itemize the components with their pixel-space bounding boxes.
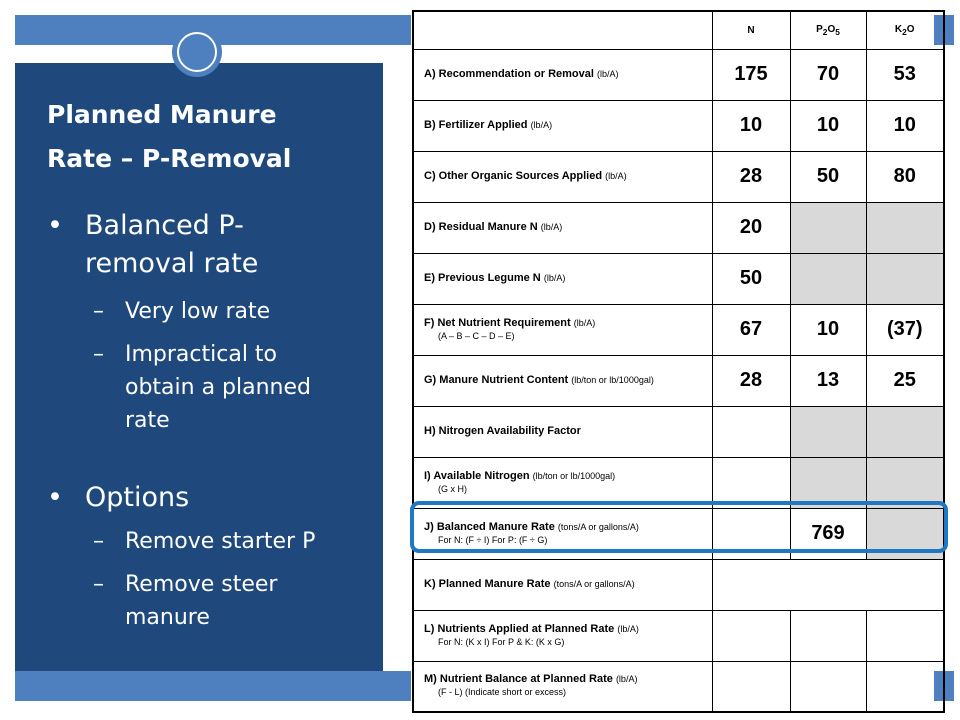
- bullet-text: Options: [85, 482, 190, 513]
- value-cell: 67: [712, 304, 790, 355]
- row-label-cell: [413, 100, 712, 151]
- value-cell: 70: [790, 49, 866, 100]
- row-label-cell: [413, 202, 712, 253]
- table-row: [413, 406, 944, 457]
- row-unit: (lb/A): [530, 120, 553, 130]
- row-unit: (tons/A or gallons/A): [553, 579, 635, 589]
- sub-bullet-text: Remove starter P: [125, 529, 316, 554]
- sub-bullet-text: Very low rate: [125, 299, 271, 324]
- row-label: C) Other Organic Sources Applied: [424, 170, 603, 182]
- row-unit: (lb/A): [540, 222, 563, 232]
- value-cell: 25: [866, 355, 944, 406]
- row-label: H) Nitrogen Availability Factor: [424, 425, 581, 437]
- header-cell: [790, 11, 866, 49]
- row-unit: (lb/A): [615, 674, 638, 685]
- row-unit: (tons/A or gallons/A): [557, 521, 639, 532]
- value-cell: [712, 610, 790, 661]
- row-label-cell: [413, 304, 712, 355]
- value-cell: 10: [712, 100, 790, 151]
- value-cell: [790, 661, 866, 712]
- value-cell: [712, 406, 790, 457]
- row-unit: (lb/A): [543, 273, 566, 283]
- row-formula: (A – B – C – D – E): [438, 330, 515, 341]
- row-label-cell: [413, 406, 712, 457]
- value-cell: [790, 202, 866, 253]
- value-cell: [712, 661, 790, 712]
- sub-bullet-text: Remove steer manure: [125, 572, 278, 630]
- row-label: L) Nutrients Applied at Planned Rate: [424, 622, 615, 635]
- row-unit: (lb/ton or lb/1000gal): [571, 375, 654, 385]
- bottom-accent-bar: [15, 671, 411, 701]
- slide-title-line1: Planned Manure: [47, 100, 277, 129]
- row-label: F) Net Nutrient Requirement: [424, 316, 571, 329]
- header-p2o5-label: $P_2O_5$: [816, 23, 840, 37]
- value-cell: [866, 202, 944, 253]
- row-label-cell: [413, 610, 712, 661]
- value-cell: [790, 253, 866, 304]
- sub-bullet-dash: –: [93, 342, 104, 367]
- row-label: I) Available Nitrogen: [424, 469, 530, 482]
- value-cell: [790, 610, 866, 661]
- row-label: B) Fertilizer Applied: [424, 119, 528, 131]
- value-cell: (37): [866, 304, 944, 355]
- row-formula: For N: (F ÷ I) For P: (F ÷ G): [438, 534, 548, 545]
- row-unit: (lb/A): [605, 171, 627, 181]
- table-row: [413, 151, 944, 202]
- slide-title: [47, 93, 367, 181]
- decorative-circle-ring: [177, 32, 217, 72]
- row-label: E) Previous Legume N: [424, 272, 541, 284]
- table-row: [413, 355, 944, 406]
- row-label: A) Recommendation or Removal: [424, 68, 594, 80]
- value-cell: 50: [790, 151, 866, 202]
- header-k2o-label: $K_2O$: [894, 23, 915, 37]
- value-cell: [866, 406, 944, 457]
- table-row: [413, 49, 944, 100]
- row-label-cell: [413, 355, 712, 406]
- bullet-dot: •: [47, 210, 63, 241]
- row-unit: (lb/ton or lb/1000gal): [532, 470, 616, 481]
- value-cell: 13: [790, 355, 866, 406]
- value-cell: 20: [712, 202, 790, 253]
- row-formula: (F - L) (Indicate short or excess): [438, 687, 567, 698]
- value-cell: 10: [866, 100, 944, 151]
- value-cell: 80: [866, 151, 944, 202]
- row-label-cell: [413, 253, 712, 304]
- bullet-text: Balanced P-removal rate: [85, 210, 259, 279]
- sub-bullet-dash: –: [93, 572, 104, 597]
- row-label-cell: [413, 661, 712, 712]
- sub-bullet-text: Impractical to obtain a planned rate: [125, 342, 312, 433]
- row-label: M) Nutrient Balance at Planned Rate: [424, 673, 613, 686]
- row-label: G) Manure Nutrient Content: [424, 374, 569, 386]
- value-cell: [866, 253, 944, 304]
- header-cell: [712, 11, 790, 49]
- row-unit: (lb/A): [573, 317, 596, 328]
- nutrient-table: [412, 10, 945, 713]
- value-cell: 10: [790, 100, 866, 151]
- bullet-dot: •: [47, 482, 63, 513]
- row-unit: (lb/A): [617, 623, 639, 634]
- title-panel: [15, 63, 383, 671]
- row-label-cell: [413, 151, 712, 202]
- value-cell: 28: [712, 355, 790, 406]
- row-formula: (G x H): [438, 483, 467, 494]
- value-cell: 175: [712, 49, 790, 100]
- slide-title-line2: Rate – P-Removal: [47, 144, 292, 173]
- row-unit: (lb/A): [596, 69, 619, 79]
- merged-value-cell: [712, 559, 944, 610]
- table-row: [413, 559, 944, 610]
- header-n-label: N: [747, 24, 755, 36]
- value-cell: [790, 406, 866, 457]
- sub-bullet-dash: –: [93, 529, 104, 554]
- row-label-cell: [413, 559, 712, 610]
- header-blank-cell: [413, 11, 712, 49]
- table-header-row: [413, 11, 944, 49]
- row-formula: For N: (K x I) For P & K: (K x G): [438, 636, 565, 647]
- table-row: [413, 661, 944, 712]
- row-label: K) Planned Manure Rate: [424, 578, 551, 590]
- table-row: [413, 610, 944, 661]
- table-row: [413, 100, 944, 151]
- value-cell: 28: [712, 151, 790, 202]
- sub-bullet-dash: –: [93, 299, 104, 324]
- value-cell: 10: [790, 304, 866, 355]
- value-cell: 50: [712, 253, 790, 304]
- row-label-cell: [413, 49, 712, 100]
- row-label: J) Balanced Manure Rate: [424, 520, 555, 533]
- value-cell: 769: [790, 508, 866, 559]
- value-cell: 53: [866, 49, 944, 100]
- table-row: [413, 202, 944, 253]
- value-cell: [866, 661, 944, 712]
- table-row: [413, 253, 944, 304]
- header-cell: [866, 11, 944, 49]
- value-cell: [866, 610, 944, 661]
- row-label: D) Residual Manure N: [424, 221, 538, 233]
- highlight-box: [410, 501, 948, 553]
- table-row: [413, 304, 944, 355]
